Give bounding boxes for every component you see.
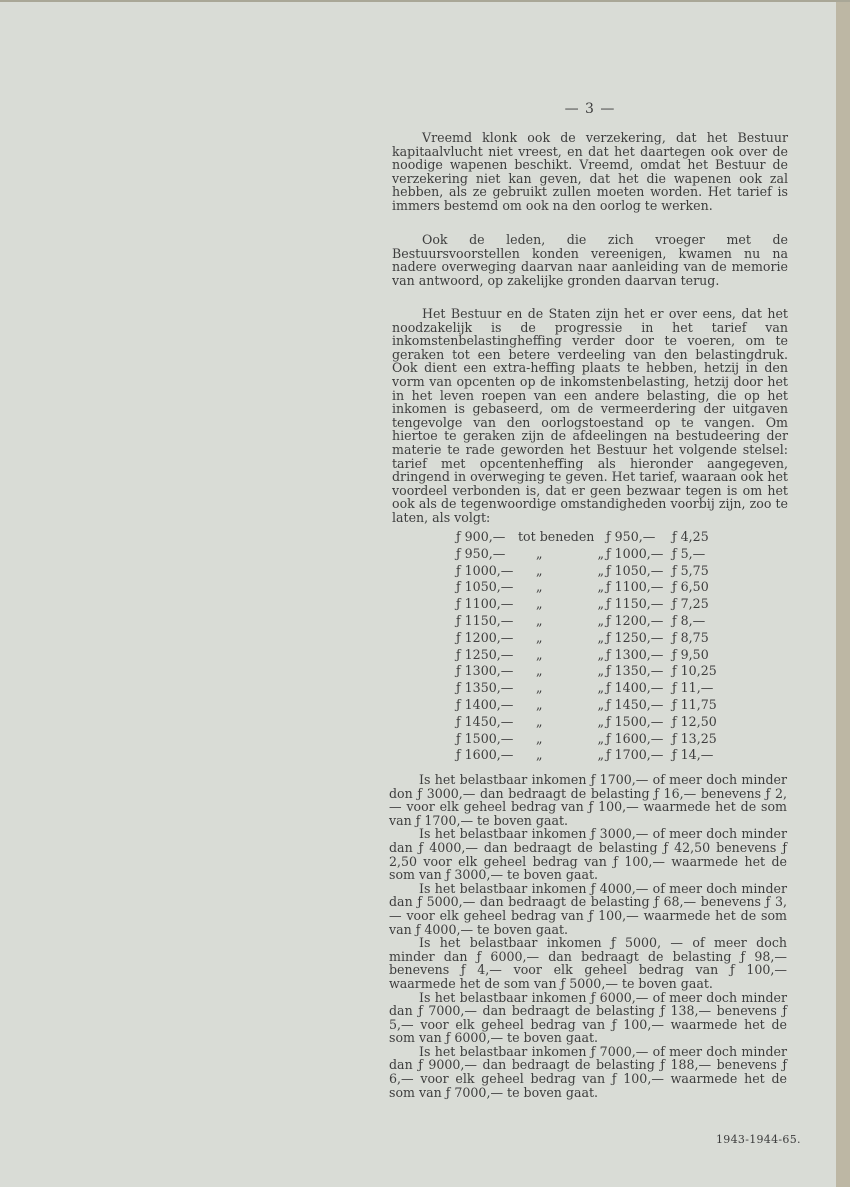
tariff-from-amount: ƒ 1350,—	[456, 680, 514, 696]
paragraph-members-reconsider: Ook de leden, die zich vroeger met de Bestuursvoorstellen konden vereenigen, kwamen nu na nadere overweging daarvan naar aanleiding van de memorie van antwoord, op zakelijke gronden daarvan terug.	[392, 232, 788, 288]
ditto-mark: „	[597, 646, 604, 662]
tariff-tax-amount: ƒ 9,50	[672, 646, 709, 662]
ditto-mark: „	[597, 747, 604, 763]
tariff-tax-amount: ƒ 5,75	[672, 562, 709, 578]
tariff-to-amount: ƒ 1000,—	[606, 545, 664, 561]
bracket-rule-7000: Is het belastbaar inkomen ƒ 7000,— of meer doch minder dan ƒ 9000,— dan bedraagt de belasting ƒ 188,— benevens ƒ 6,— voor elk geheel bedrag van ƒ 100,— waarmede het de som van ƒ 7000,— te boven gaat.	[389, 1043, 787, 1100]
ditto-mark: „	[536, 579, 543, 595]
paragraph-progressive-tariff: Het Bestuur en de Staten zijn het er over eens, dat het noodzakelijk is de progressie in het tarief van inkomstenbelastingheffing verder door te voeren, om te geraken tot een betere verdeeling van den belastingdruk. Ook dient een extra-heffing plaats te hebben, hetzij in den vorm van opcenten op de inkomstenbelasting, hetzij door het in het leven roepen van een andere belasting, die op het inkomen is gebaseerd, om de vermeerdering der uitgaven tengevolge van den oorlogstoestand op te vangen. Om hiertoe te geraken zijn de afdeelingen na bestudeering der materie te rade geworden het Bestuur het volgende stelsel: tarief met opcentenheffing als hieronder aangegeven, dringend in overweging te geven. Het tarief, waaraan ook het voordeel verbonden is, dat er geen bezwaar tegen is om het ook als de tegenwoordige omstandigheden voorbij zijn, zoo te laten, als volgt:	[392, 306, 788, 525]
tariff-to-amount: ƒ 1150,—	[606, 596, 664, 612]
paragraph-capital-flight: Vreemd klonk ook de verzekering, dat het Bestuur kapitaalvlucht niet vreest, en dat het daartegen ook over de noodige wapenen beschikt. Vreemd, omdat het Bestuur de verzekering niet kan geven, dat het die wapenen ook zal hebben, als ze gebruikt zullen moeten worden. Het tarief is immers bestemd om ook na den oorlog te werken.	[392, 130, 788, 213]
tariff-to-amount: ƒ 1400,—	[606, 680, 664, 696]
tariff-to-amount: ƒ 1600,—	[606, 730, 664, 746]
ditto-mark: „	[597, 612, 604, 628]
paper-edge	[836, 0, 850, 1187]
ditto-mark: „	[536, 730, 543, 746]
tariff-to-amount: ƒ 1100,—	[606, 579, 664, 595]
tariff-tax-amount: ƒ 8,—	[672, 612, 706, 628]
tariff-range-label: tot beneden	[518, 529, 595, 544]
tariff-from-amount: ƒ 1300,—	[456, 663, 514, 679]
ditto-mark: „	[597, 545, 604, 561]
tariff-from-amount: ƒ 1500,—	[456, 730, 514, 746]
tariff-row	[456, 647, 736, 664]
tariff-from-amount: ƒ 1400,—	[456, 696, 514, 712]
tariff-tax-amount: ƒ 7,25	[672, 596, 709, 612]
paper-top-edge	[0, 0, 850, 2]
ditto-mark: „	[536, 629, 543, 645]
ditto-mark: „	[536, 612, 543, 628]
tariff-from-amount: ƒ 1100,—	[456, 596, 514, 612]
tariff-to-amount: ƒ 1200,—	[606, 612, 664, 628]
ditto-mark: „	[536, 680, 543, 696]
tariff-from-amount: ƒ 1000,—	[456, 562, 514, 578]
tariff-row	[456, 680, 736, 697]
tariff-to-amount: ƒ 1050,—	[606, 562, 664, 578]
ditto-mark: „	[597, 562, 604, 578]
bracket-rule-6000: Is het belastbaar inkomen ƒ 6000,— of meer doch minder dan ƒ 7000,— dan bedraagt de belasting ƒ 138,— benevens ƒ 5,— voor elk geheel bedrag van ƒ 100,— waarmede het de som van ƒ 6000,— te boven gaat.	[389, 989, 787, 1046]
tariff-to-amount: ƒ 1300,—	[606, 646, 664, 662]
tariff-from-amount: ƒ 1200,—	[456, 629, 514, 645]
tariff-tax-amount: ƒ 6,50	[672, 579, 709, 595]
ditto-mark: „	[536, 747, 543, 763]
tariff-tax-amount: ƒ 14,—	[672, 747, 714, 763]
bracket-rule-4000: Is het belastbaar inkomen ƒ 4000,— of meer doch minder dan ƒ 5000,— dan bedraagt de belasting ƒ 68,— benevens ƒ 3,— voor elk geheel bedrag van ƒ 100,— waarmede het de som van ƒ 4000,— te boven gaat.	[389, 880, 787, 937]
tariff-tax-amount: ƒ 11,75	[672, 696, 717, 712]
tariff-from-amount: ƒ 900,—	[456, 529, 506, 544]
ditto-mark: „	[597, 596, 604, 612]
tariff-from-amount: ƒ 950,—	[456, 545, 506, 561]
bracket-rule-1700: Is het belastbaar inkomen ƒ 1700,— of meer doch minder don ƒ 3000,— dan bedraagt de belasting ƒ 16,— benevens ƒ 2,— voor elk geheel bedrag van ƒ 100,— waarmede het de som van ƒ 1700,— te boven gaat.	[389, 772, 787, 828]
tariff-row	[456, 663, 736, 680]
tariff-to-amount: ƒ 950,—	[606, 529, 656, 544]
ditto-mark: „	[597, 696, 604, 712]
tariff-from-amount: ƒ 1050,—	[456, 579, 514, 595]
page-number: — 3 —	[564, 101, 616, 117]
ditto-mark: „	[536, 545, 543, 561]
ditto-mark: „	[597, 629, 604, 645]
tariff-to-amount: ƒ 1250,—	[606, 629, 664, 645]
tariff-to-amount: ƒ 1700,—	[606, 747, 664, 763]
tariff-row	[456, 529, 736, 546]
tariff-from-amount: ƒ 1250,—	[456, 646, 514, 662]
tariff-tax-amount: ƒ 13,25	[672, 730, 717, 746]
tariff-to-amount: ƒ 1350,—	[606, 663, 664, 679]
ditto-mark: „	[597, 680, 604, 696]
tariff-to-amount: ƒ 1500,—	[606, 713, 664, 729]
ditto-mark: „	[597, 713, 604, 729]
footer-document-code: 1943-1944-65.	[716, 1133, 801, 1146]
tariff-tax-amount: ƒ 8,75	[672, 629, 709, 645]
tariff-row	[456, 731, 736, 748]
tariff-row	[456, 563, 736, 580]
bracket-rules	[389, 773, 787, 1099]
tariff-row	[456, 546, 736, 563]
tariff-row	[456, 613, 736, 630]
ditto-mark: „	[536, 713, 543, 729]
ditto-mark: „	[536, 596, 543, 612]
tariff-row	[456, 579, 736, 596]
ditto-mark: „	[536, 696, 543, 712]
ditto-mark: „	[536, 663, 543, 679]
ditto-mark: „	[536, 562, 543, 578]
ditto-mark: „	[597, 730, 604, 746]
tariff-tax-amount: ƒ 5,—	[672, 545, 706, 561]
tariff-from-amount: ƒ 1450,—	[456, 713, 514, 729]
tariff-row	[456, 747, 736, 764]
tariff-row	[456, 714, 736, 731]
tariff-tax-amount: ƒ 10,25	[672, 663, 717, 679]
ditto-mark: „	[536, 646, 543, 662]
tariff-from-amount: ƒ 1600,—	[456, 747, 514, 763]
tariff-row	[456, 697, 736, 714]
tariff-tax-amount: ƒ 12,50	[672, 713, 717, 729]
tariff-tax-amount: ƒ 4,25	[672, 529, 709, 544]
tariff-row	[456, 630, 736, 647]
tariff-from-amount: ƒ 1150,—	[456, 612, 514, 628]
tariff-to-amount: ƒ 1450,—	[606, 696, 664, 712]
ditto-mark: „	[597, 663, 604, 679]
tariff-table	[456, 529, 736, 764]
ditto-mark: „	[597, 579, 604, 595]
bracket-rule-5000: Is het belastbaar inkomen ƒ 5000, — of meer doch minder dan ƒ 6000,— dan bedraagt de belasting ƒ 98,— benevens ƒ 4,— voor elk geheel bedrag van ƒ 100,— waarmede het de som van ƒ 5000,— te boven gaat.	[389, 935, 787, 991]
bracket-rule-3000: Is het belastbaar inkomen ƒ 3000,— of meer doch minder dan ƒ 4000,— dan bedraagt de belasting ƒ 42,50 benevens ƒ 2,50 voor elk geheel bedrag van ƒ 100,— waarmede het de som van ƒ 3000,— te boven gaat.	[389, 826, 787, 883]
tariff-tax-amount: ƒ 11,—	[672, 680, 714, 696]
tariff-row	[456, 596, 736, 613]
